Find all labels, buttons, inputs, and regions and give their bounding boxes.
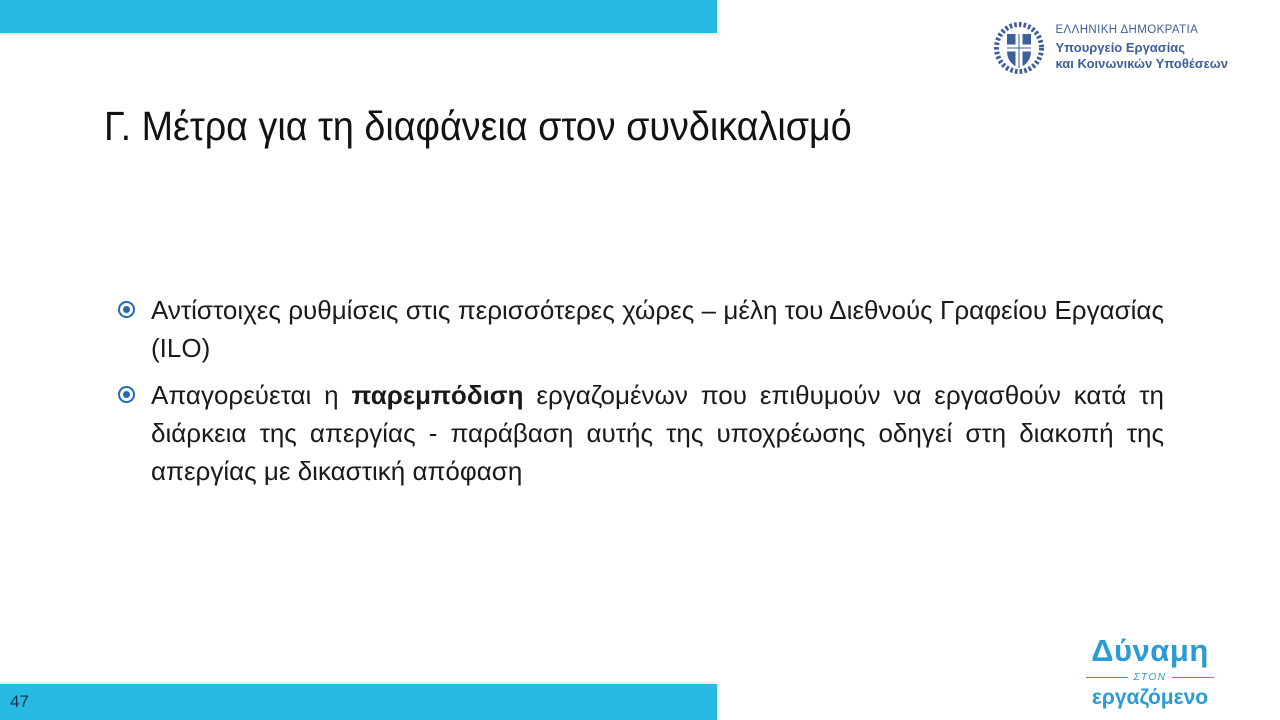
bullet-2-segment: Απαγορεύεται η (151, 380, 352, 410)
ministry-name-line1: Υπουργείο Εργασίας (1055, 40, 1186, 55)
bullet-list (118, 291, 1164, 499)
brand-rule-right (1172, 677, 1214, 679)
page-number: 47 (10, 692, 29, 711)
bullet-icon (118, 301, 135, 318)
bullet-2-bold-segment: παρεμπόδιση (351, 380, 524, 410)
bullet-text-2 (151, 376, 1164, 490)
bullet-1-segment: Αντίστοιχες ρυθμίσεις στις περισσότερες χώρες – μέλη του Διεθνούς Γραφείου Εργασίας (ILO) (151, 295, 1164, 363)
brand-rule-left (1086, 677, 1128, 679)
bullet-2-segment: εργαζομένων που επιθυμούν να εργασθούν κατά τη διάρκεια της απεργίας - παράβαση αυτής της υποχρέωσης οδηγεί στη διακοπή της απεργίας με δικαστική απόφαση (151, 380, 1164, 486)
brand-word-ston: ΣΤΟΝ (1133, 672, 1167, 683)
brand-middle-row (1086, 672, 1214, 683)
bullet-icon (118, 386, 135, 403)
brand-word-dynami: Δύναμη (1091, 633, 1209, 668)
greek-coat-of-arms-icon (993, 21, 1045, 75)
bullet-item-1 (118, 291, 1164, 367)
bottom-accent-bar (0, 684, 717, 720)
ministry-header-logo (993, 21, 1228, 75)
ministry-text-block (1055, 24, 1228, 72)
top-accent-bar (0, 0, 717, 33)
footer-brand-logo (1084, 633, 1216, 710)
slide-title: Γ. Μέτρα για τη διαφάνεια στον συνδικαλισμό (104, 103, 852, 149)
ministry-name-line2: και Κοινωνικών Υποθέσεων (1055, 56, 1228, 71)
bullet-text-1 (151, 291, 1164, 367)
bullet-item-2 (118, 376, 1164, 490)
brand-word-ergazomeno: εργαζόμενο (1091, 686, 1209, 709)
ministry-republic-label: ΕΛΛΗΝΙΚΗ ΔΗΜΟΚΡΑΤΙΑ (1055, 24, 1199, 36)
